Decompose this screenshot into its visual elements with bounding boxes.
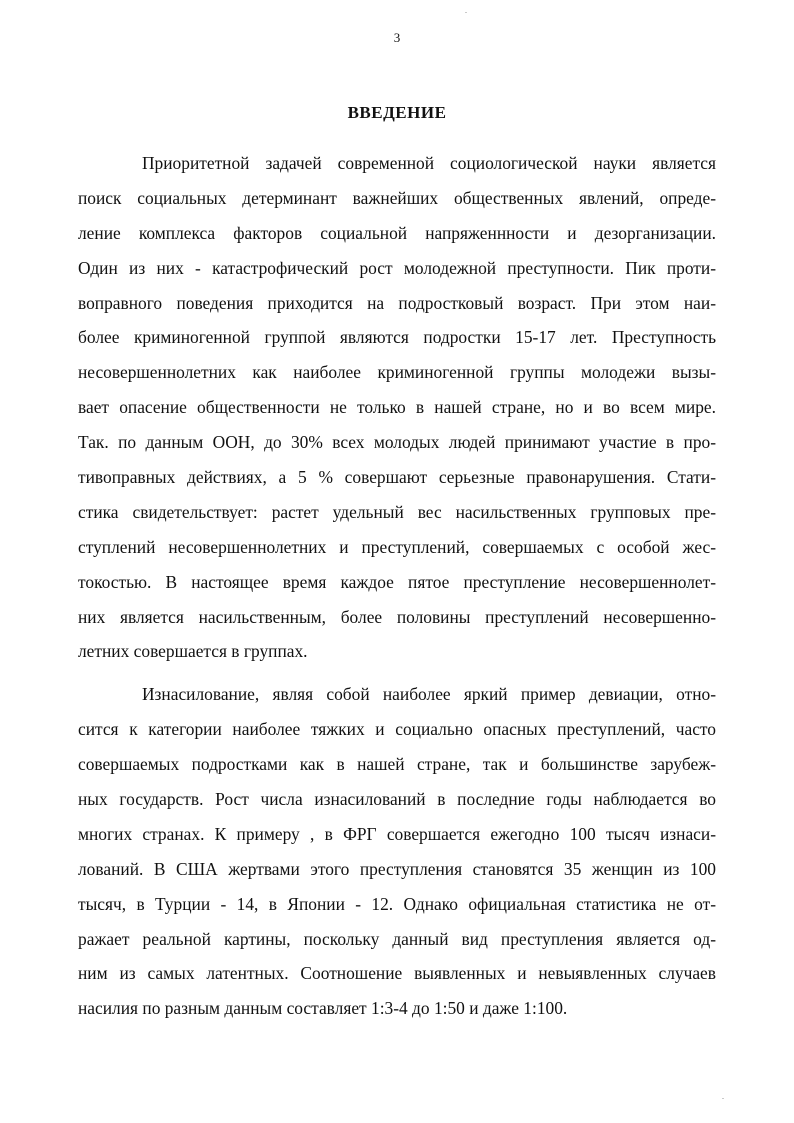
text-line: летних совершается в группах.: [78, 641, 308, 662]
page-number: 3: [393, 30, 401, 45]
text-line: Приоритетной задачей современной социологической науки является: [142, 153, 716, 173]
text-line: многих странах. К примеру , в ФРГ совершается ежегодно 100 тысяч изнаси-: [78, 823, 716, 844]
text-line: стика свидетельствует: растет удельный вес насильственных групповых пре-: [78, 501, 716, 522]
text-line: ных государств. Рост числа изнасилований в последние годы наблюдается во: [78, 789, 716, 810]
text-line: вает опасение общественности не только в нашей стране, но и во всем мире.: [78, 397, 716, 418]
text-line: ним из самых латентных. Соотношение выявленных и невыявленных случаев: [78, 963, 716, 984]
text-line: совершаемых подростками как в нашей стране, так и большинстве зарубеж-: [78, 754, 716, 775]
text-line: ление комплекса факторов социальной напряженнности и дезорганизации.: [78, 222, 716, 243]
text-line: лований. В США жертвами этого преступления становятся 35 женщин из 100: [78, 858, 716, 879]
text-line: ражает реальной картины, поскольку данный вид преступления является од-: [78, 928, 716, 949]
text-line: них является насильственным, более половины преступлений несовершенно-: [78, 606, 716, 627]
text-line: токостью. В настоящее время каждое пятое преступление несовершеннолет-: [78, 571, 716, 592]
paragraph-2: [78, 677, 716, 1026]
section-title: ВВЕДЕНИЕ: [347, 103, 447, 122]
text-line: насилия по разным данным составляет 1:3-4 до 1:50 и даже 1:100.: [78, 998, 568, 1019]
paragraph-1: [78, 146, 716, 669]
paragraph-gap: [78, 669, 716, 677]
text-line: Так. по данным ООН, до 30% всех молодых людей принимают участие в про-: [78, 432, 716, 453]
body-text: [78, 146, 716, 1026]
text-line: воправного поведения приходится на подростковый возраст. При этом наи-: [78, 292, 716, 313]
text-line: ступлений несовершеннолетних и преступлений, совершаемых с особой жес-: [78, 536, 716, 557]
text-line: сится к категории наиболее тяжких и социально опасных преступлений, часто: [78, 719, 716, 740]
text-line: Один из них - катастрофический рост молодежной преступности. Пик проти-: [78, 257, 716, 278]
text-line: тысяч, в Турции - 14, в Японии - 12. Однако официальная статистика не от-: [78, 893, 716, 914]
scan-speck: [722, 1098, 724, 1099]
text-line: поиск социальных детерминант важнейших общественных явлений, опреде-: [78, 187, 716, 208]
text-line: тивоправных действиях, а 5 % совершают серьезные правонарушения. Стати-: [78, 467, 716, 488]
text-line: Изнасилование, являя собой наиболее яркий пример девиации, отно-: [142, 684, 716, 705]
scan-speck: [465, 12, 467, 13]
text-line: несовершеннолетних как наиболее криминогенной группы молодежи вызы-: [78, 362, 716, 383]
text-line: более криминогенной группой являются подростки 15-17 лет. Преступность: [78, 327, 716, 348]
